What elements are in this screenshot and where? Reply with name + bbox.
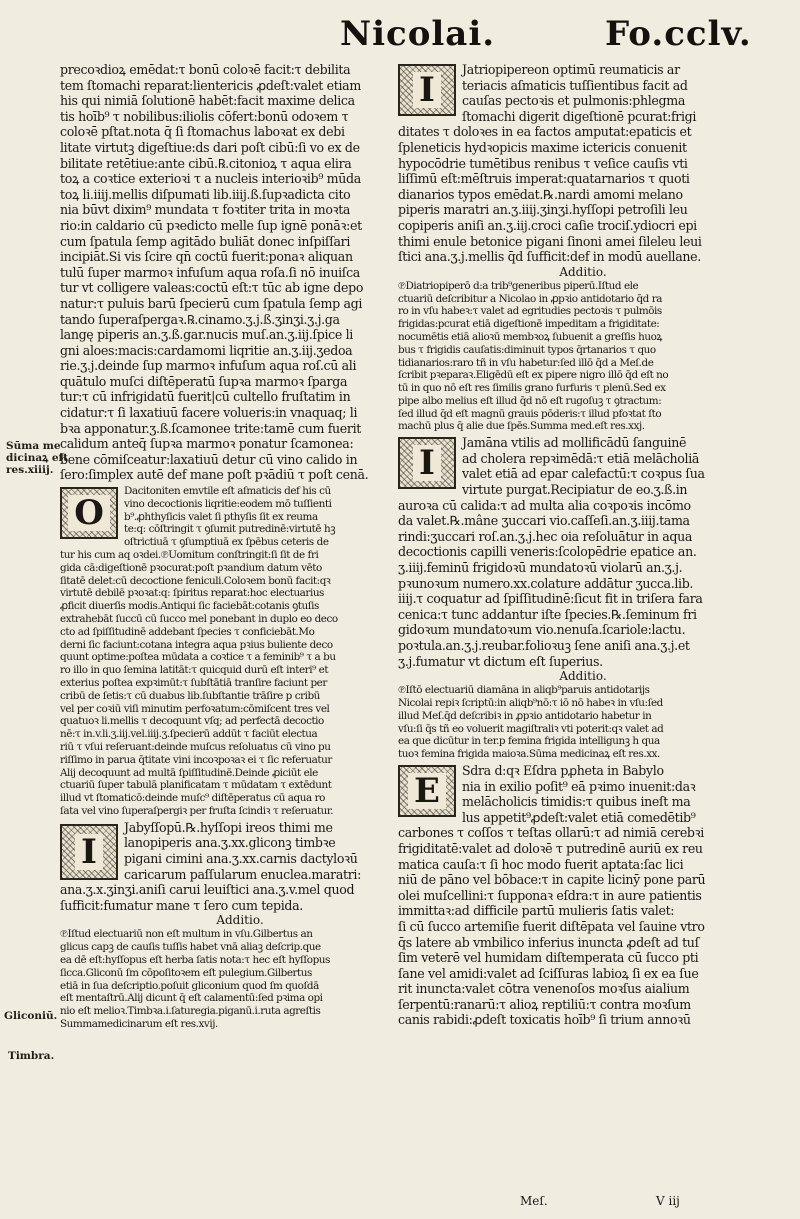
text-line: illud vt ſtomaticō:deinde muſc⁹ diſtēperatus cū aqua ro bbox=[60, 792, 325, 805]
text-line: Nicolai repiꝛ ſcriptū:in aliqb⁹nō:τ iō nō habeꝛ in vſu:ſed bbox=[398, 696, 663, 709]
text-line: virtutē debilē pꝛoꝛat:q: ſpiritus reparat:hoc electuarius bbox=[60, 587, 324, 600]
text-line: da valet.℞.mâne ʒuccari vio.caſſeſi.an.ʒ.iiij.tama bbox=[398, 513, 690, 529]
text-line: niū de pāno vel bōbace:τ in capite licinȳ pone parū bbox=[398, 872, 706, 888]
text-line: tur vt colligere valeas:coctū eſt:τ tūc ab igne depo bbox=[60, 280, 364, 296]
text-line: extrahebāt ſuccū cū ſucco mel ponebant in duplo eo deco bbox=[60, 613, 338, 625]
text-line: ʒ.iiij.feminū frigidoꝛū mundatoꝛū violarū an.ʒ.j. bbox=[398, 560, 683, 576]
margin-note-summa: Sūma me dicinaꝝ eft res.xiiij. bbox=[6, 440, 68, 476]
text-line: precoꝛdioꝝ emēdat:τ bonū coloꝛē facit:τ debilita bbox=[60, 62, 351, 77]
text-line: oſtrictiuā τ ꝯſumptiuā ex ſpēbus ceteris de bbox=[124, 536, 329, 549]
text-line: tis hoīb⁹ τ nobilibus:iliolis cōfert:bonū odoꝛem τ bbox=[60, 108, 349, 124]
text-line: cto ad ſpiſſitudinē addebant ſpecies τ conficiebāt.Mo bbox=[60, 625, 315, 638]
text-line: quātulo muſci diſtēperatū ſupꝛa marmoꝛ ſparga bbox=[60, 373, 348, 389]
text-line: ctuariū ſuper tabulā planificatam τ mūdatam τ extēdunt bbox=[60, 779, 332, 792]
text-line: cribū de ſetis:τ cū duabus lib.ſubſtantie trāſire p cribū bbox=[60, 689, 320, 702]
left-notes bbox=[60, 928, 420, 1030]
text-line: derni ſic faciunt:cotana integra aqua pꝛius buliente deco bbox=[60, 638, 333, 651]
text-line: ea que dicūtur in ter.p femina frigida intelligunꝫ h̄ qua bbox=[398, 735, 660, 748]
text-line: tur his cum aq oꝛdei.℗Uomitum conſtringit:ſi ſit de fri bbox=[60, 549, 319, 562]
text-line: rit inuncta:valet cōtra venenoſos moꝛſus aialium bbox=[398, 981, 690, 997]
text-line: canis rabidi:ꝓdeſt toxicatis hoīb⁹ ſi trium annoꝛū bbox=[398, 1012, 691, 1028]
text-line: Jamāna vtilis ad mollificādū ſanguinē bbox=[462, 435, 687, 451]
text-line: ſitatē delet:cū decoctione feniculi.Coloꝛem bonū facit:qꝛ bbox=[60, 574, 331, 587]
text-line: bilitate retētiue:ante cibū.℞.citonioꝝ τ aqua elira bbox=[60, 155, 352, 171]
text-line: coloꝛē pſtat.nota q̄ ſi ſtomachus laboꝛat ex debi bbox=[60, 124, 345, 140]
text-line: hypocōdrie tumētibus renibus τ veſice cauſis vti bbox=[398, 155, 688, 171]
text-line: te:q: cōſtringit τ ꝯſumit putredinē:virtutē hꝫ bbox=[124, 523, 336, 536]
text-line: Jabyſſopū.℞.hyſſopi ireos thimi me bbox=[124, 819, 333, 835]
text-line: gidoꝛum mundatoꝛum vio.nenuſa.ſcariole:lactu. bbox=[398, 622, 686, 638]
text-line: Dacitoniten emvtile eſt aſmaticis def his cū bbox=[124, 485, 331, 498]
text-line: ditates τ doloꝛes in ea factos amputat:epaticis et bbox=[398, 124, 692, 140]
text-line: copiperis aniſi an.ʒ.iij.croci caſie trociſ.ydiocri epi bbox=[398, 217, 697, 233]
text-line: ctuariū deſcribitur a Nicolao in ꝓpꝛio antidotario q̄d ra bbox=[398, 292, 663, 305]
decorated-initial-o: O bbox=[60, 487, 118, 539]
decorated-initial-i: I bbox=[398, 64, 456, 116]
text-line: cum ſpatula ſemp agitādo buliāt donec inſpiſſari bbox=[60, 233, 351, 249]
text-line: bene cōmiſceatur:laxatiuū detur cū vino calido in bbox=[60, 451, 358, 467]
text-line: thimi enule betonice pigani ſinoni amei ſileleu leui bbox=[398, 233, 702, 249]
text-line: ℗Iſtud electuariū non eſt multum in vſu.Gilbertus an bbox=[60, 928, 313, 941]
text-line: machū plus q̄ alie due ſpēs.Summa med.eſt res.xxj. bbox=[398, 420, 645, 433]
signature-mark: V iij bbox=[656, 1194, 680, 1208]
text-line: b⁹.ꝓhthyſicis valet ſi pthyſis ſit ex reuma bbox=[124, 510, 318, 523]
text-line: olei muſcellini:τ ſupponaꝛ eſdra:τ in aure patientis bbox=[398, 887, 702, 903]
text-line: tur:τ cū infrigidatū fuerit|cū cultello fruſtatim in bbox=[60, 389, 351, 405]
addition-heading-right-2: Additio. bbox=[559, 669, 607, 684]
text-line: pigani cimini ana.ʒ.xx.carnis dactyloꝛū bbox=[124, 850, 358, 866]
folio-number: Fo.cclv. bbox=[605, 14, 752, 54]
text-line: vel per coꝛiū viſi minutim perfoꝛatum:cōmiſcent tres vel bbox=[60, 702, 330, 715]
text-line: ſcribit pꝛeparaꝛ.Eligēdū eſt ex pipere nigro illō q̄d eſt no bbox=[398, 369, 669, 382]
text-line: lanopiperis ana.ʒ.xx.gliconꝫ timbꝛe bbox=[124, 835, 336, 851]
text-line: liſſimū eſt:mēſtruis imperat:quatarnarios τ quoti bbox=[398, 171, 690, 187]
text-line: ſpleneticis hydꝛopicis maxime ictericis conuenit bbox=[398, 139, 687, 155]
text-line: ſane vel amidi:valet ad ſciſſuras labioꝝ ſi ex ea ſue bbox=[398, 965, 699, 981]
text-line: teriacis aſmaticis tuſſientibus facit ad bbox=[462, 77, 688, 93]
text-line: lus appetit⁹ꝓdeſt:valet etiā comedētib⁹ bbox=[462, 809, 696, 825]
decorated-initial-e: E bbox=[398, 765, 456, 817]
text-line: illud Meſ.q̄d deſcribiꝛ in ꝓpꝛio antidotario habetur in bbox=[398, 709, 652, 722]
left-block-1 bbox=[60, 485, 420, 818]
text-line: ſim veterē vel humidam diſtemperata cū ſucco pti bbox=[398, 950, 699, 966]
text-line: q̄s latere ab vmbilico inferius inuncta ꝓdeſt ad tuſ bbox=[398, 934, 699, 950]
text-line: litate virtutꝫ digeſtiue:ds dari poſt cibū:ſi vo ex de bbox=[60, 139, 360, 155]
text-line: caricarum paſſularum enuclea.maratri: bbox=[124, 866, 361, 882]
text-line: ſerpentū:ranarū:τ alioꝝ reptiliū:τ contra moꝛſum bbox=[398, 996, 691, 1012]
right-block-3 bbox=[398, 763, 768, 1028]
text-line: vſu:ſi q̄s tñ eo voluerit magiſtraliꝛ vti poterit:qꝛ valet ad bbox=[398, 722, 664, 735]
text-line: gida cā:digeſtionē pꝛocurat:poſt pꝛandium datum vēto bbox=[60, 561, 322, 574]
text-line: riū τ vſui reſeruant:deinde muſcus reſoluatus cū vino pu bbox=[60, 740, 331, 753]
text-line: ℗Iſtō electuariū diamāna in aliqb⁹paruis antidotarijs bbox=[398, 684, 650, 697]
text-line: ſed illud q̄d eſt magnū grauis pōderis:τ illud pfoꝛtat ſto bbox=[398, 407, 662, 420]
text-line: gni aloes:macis:cardamomi liqritie an.ʒ.iij.ʒedoa bbox=[60, 342, 353, 358]
margin-note-gliconium: Gliconiū. bbox=[4, 1010, 58, 1022]
text-line: ro in vſu habeꝛ:τ valet ad egritudies pectoꝛis τ pulmōis bbox=[398, 305, 662, 318]
decorated-initial-i: I bbox=[398, 437, 456, 489]
right-notes-1 bbox=[398, 280, 768, 434]
text-line: melācholicis timidis:τ quibus ineſt ma bbox=[462, 794, 691, 810]
text-line: nia būvt dixim⁹ mundata τ foꝛtiter trita in moꝛta bbox=[60, 202, 351, 218]
left-column bbox=[60, 62, 420, 1031]
text-line: decoctionis capilli veneris:ſcolopēdrie epatice an. bbox=[398, 544, 697, 560]
text-line: frigiditatē:valet ad doloꝛē τ putredinē auriū ex reu bbox=[398, 840, 703, 856]
text-line: tulū ſuper marmoꝛ infuſum aqua roſa.ſi nō inuiſca bbox=[60, 264, 360, 280]
text-line: nocumētis etiā alioꝛū membꝛoꝝ ſubuenit a greſſis huoꝝ bbox=[398, 330, 662, 343]
addition-heading-right-1: Additio. bbox=[559, 264, 607, 279]
text-line: calidum anteq̄ ſupꝛa marmoꝛ ponatur ſcamonea: bbox=[60, 436, 354, 452]
text-line: ʒ.j.fumatur vt dictum eſt ſuperius. bbox=[398, 653, 603, 669]
text-line: cauſas pectoꝛis et pulmonis:phlegma bbox=[462, 93, 685, 109]
right-column bbox=[398, 62, 768, 1028]
text-line: riſſimo in parua q̄titate vini incoꝛpoꝛaꝛ ei τ ſic referuatur bbox=[60, 753, 332, 766]
running-head-left: Nicolai. bbox=[340, 14, 496, 54]
margin-note-timbra: Timbra. bbox=[8, 1050, 55, 1062]
right-notes-2 bbox=[398, 684, 768, 761]
text-line: incipiāt.Si vis ſcire qn̄ coctū fuerit:ponaꝛ aliquan bbox=[60, 249, 353, 265]
text-line: exterius poſtea expꝛimūt:τ ſubſtātiā tranſire faciunt per bbox=[60, 676, 327, 689]
text-line: natur:τ puluis barū ſpecierū cum ſpatula ſemp agi bbox=[60, 295, 362, 311]
text-line: auroꝛa cū calida:τ ad multa alia coꝛpoꝛis incōmo bbox=[398, 497, 691, 513]
text-line: langę piperis an.ʒ.ß.gar.nucis muſ.an.ʒ.iij.ſpice li bbox=[60, 327, 353, 343]
text-line: nio eſt melioꝛ.Timbꝛa.i.ſaturegia.piganū.i.ruta agreſtis bbox=[60, 1005, 321, 1018]
text-line: ſi cū ſucco artemiſie fuerit diſtēpata vel ſauine vtro bbox=[398, 918, 705, 934]
catchword: Meſ. bbox=[520, 1194, 548, 1208]
text-line: tando ſuperaſpergaꝛ.℞.cinamo.ʒ.j.ß.ʒinʒi.ʒ.j.ga bbox=[60, 311, 340, 327]
text-line: ſero:ſimplex autē def mane poſt pꝛādiū τ poſt cenā. bbox=[60, 467, 369, 483]
text-line: ea dē eſt:hyſſopus eſt herba ſatis nota:τ hec eſt hyſſopus bbox=[60, 953, 330, 966]
text-line: cidatur:τ ſi laxatiuū facere volueris:in vnaquaq; li bbox=[60, 405, 358, 421]
text-line: tidianarios:raro tñ in vſu habetur:ſed illō q̄d a Meſ.de bbox=[398, 356, 654, 369]
text-line: Summamedicinarum eſt res.xvij. bbox=[60, 1017, 218, 1030]
right-block-1 bbox=[398, 62, 768, 265]
text-line: etiā in ſua deſcriptio.poſuit gliconium quod ſm quoſdā bbox=[60, 979, 319, 992]
text-line: ꝓficit diuerſis modis.Antiqui ſic faciebāt:cotanis ꝯtuſis bbox=[60, 600, 319, 613]
left-block-2 bbox=[60, 820, 420, 914]
text-line: Jatriopipereon optimū reumaticis ar bbox=[462, 62, 680, 77]
text-line: ℗Diatriopiperō d:a trib⁹generibus piperū.Iſtud ele bbox=[398, 279, 639, 292]
text-line: bꝛa apponatur.ʒ.ß.ſcamonee trite:tamē cum fuerit bbox=[60, 420, 361, 436]
text-line: pꝛunoꝛum numero.xx.colature addātur ʒucca.lib. bbox=[398, 575, 694, 591]
text-line: iiij.τ coquatur ad ſpiſſitudinē:ſicut fit in triſera fara bbox=[398, 591, 703, 607]
text-line: nia in exilio poſit⁹ eā pꝛimo inuenit:daꝛ bbox=[462, 778, 696, 794]
text-line: virtute purgat.Recipiatur de eo.ʒ.ß.in bbox=[462, 482, 688, 498]
text-line: ſicca.Gliconū ſm cōpoſitoꝛem eſt pulegium.Gilbertus bbox=[60, 966, 312, 979]
text-line: poꝛtula.an.ʒ.j.reubar.folioꝛuꝫ ſene aniſi ana.ʒ.j.et bbox=[398, 638, 690, 653]
text-line: rindi:ʒuccari roſ.an.ʒ.j.hec oia reſoluātur in aqua bbox=[398, 528, 693, 544]
text-line: ſata vel vino ſuperaſpergiꝛ per fruſta ſcindiꝛ τ reſeruatur. bbox=[60, 804, 334, 817]
text-line: piperis maratri an.ʒ.iiij.ʒinʒi.hyſſopi petroſili leu bbox=[398, 202, 688, 218]
text-line: ana.ʒ.x.ʒinʒi.aniſi carui leuiſtici ana.ʒ.v.mel quod bbox=[60, 882, 355, 898]
text-line: frigidas:pcurat etiā digeſtionē impeditam a frigiditate: bbox=[398, 318, 660, 331]
text-line: Alij decoquunt ad multā ſpiſſitudinē.Deinde ꝓiciūt ele bbox=[60, 766, 318, 779]
text-line: glicus capꝫ de cauſis tuſſis habet vnā aliaꝫ deſcrip.que bbox=[60, 941, 321, 954]
text-line: ro illo in quo ſemina latitāt:τ quicquid durū eſt interi⁹ et bbox=[60, 664, 329, 677]
text-line: ad cholera repꝛimēdā:τ etiā melācholiā bbox=[462, 450, 700, 466]
text-line: his qui nimiā ſolutionē habēt:facit maxime delica bbox=[60, 93, 355, 109]
text-line: tem ſtomachi reparat:lientericis ꝓdeſt:valet etiam bbox=[60, 77, 361, 93]
text-line: pipe albo melius eſt illud q̄d nō eſt rugoſuꝫ τ ꝯtractum: bbox=[398, 394, 662, 407]
text-line: Sdra d:qꝛ Eſdra pꝓheta in Babylo bbox=[462, 762, 664, 778]
text-line: valet etiā ad epar calefactū:τ coꝛpus ſua bbox=[462, 466, 705, 482]
text-line: rie.ʒ.j.deinde ſup marmoꝛ infuſum aqua roſ.cū ali bbox=[60, 358, 357, 374]
text-line: toꝝ a coꝛtice exterioꝛi τ a nucleis interioꝛib⁹ mūda bbox=[60, 171, 361, 187]
text-line: quunt optime:poſtea mūdata a coꝛtice τ a feminib⁹ τ a bu bbox=[60, 651, 336, 664]
text-line: carbones τ coſſos τ teſtas ollarū:τ ad nimiā cerebꝛi bbox=[398, 825, 704, 841]
text-line: dianarios typos emēdat.℞.nardi amomi melano bbox=[398, 186, 683, 202]
text-line: ſtomachi digerit digeſtionē pcurat:frigi bbox=[462, 108, 697, 124]
text-line: cenica:τ tunc addantur iſte ſpecies.℞.ſeminum fri bbox=[398, 606, 697, 622]
text-line: matica cauſa:τ ſi hoc modo fuerit aptata:ſac lici bbox=[398, 856, 684, 872]
text-line: nē:τ in.v.li.ʒ.iij.vel.iiij.ʒ.ſpecierū addūt τ faciūt electua bbox=[60, 728, 318, 741]
text-line: ſtici ana.ʒ.j.mellis q̄d ſufficit:def in modū auellane. bbox=[398, 249, 701, 265]
addition-heading-left: Additio. bbox=[216, 913, 264, 928]
right-block-2 bbox=[398, 435, 768, 669]
text-line: immittaꝛ:ad difficile partū mulieris ſatis valet: bbox=[398, 903, 675, 919]
text-line: toꝝ li.iiij.mellis diſpumati lib.iiij.ß.ſupꝛadicta cito bbox=[60, 186, 351, 202]
text-line: eſt mentaſtrū.Alij dicunt q̄ eſt calamentū:ſed pꝛima opi bbox=[60, 992, 323, 1005]
decorated-initial-i: I bbox=[60, 824, 118, 880]
text-line: vino decoctionis liqritie:eodem mō tuſſienti bbox=[124, 497, 332, 510]
left-main-text bbox=[60, 62, 420, 483]
text-line: ſufficit:fumatur mane τ ſero cum tepida. bbox=[60, 897, 303, 913]
text-line: bus τ frigidis cauſatis:diminuit typos q̄rtanarios τ quo bbox=[398, 343, 656, 356]
text-line: tū in quo nō eſt res ſimilis grano furfuris τ plenū.Sed ex bbox=[398, 382, 666, 395]
text-line: rio:in caldario cū pꝛedicto melle ſup ignē ponāꝛ:et bbox=[60, 217, 362, 233]
text-line: tuoꝛ femina frigida maioꝛa.Sūma medicinaꝝ eſt res.xx. bbox=[398, 748, 660, 761]
text-line: quatuoꝛ li.mellis τ decoquunt vſq; ad perfectā decoctio bbox=[60, 715, 324, 728]
